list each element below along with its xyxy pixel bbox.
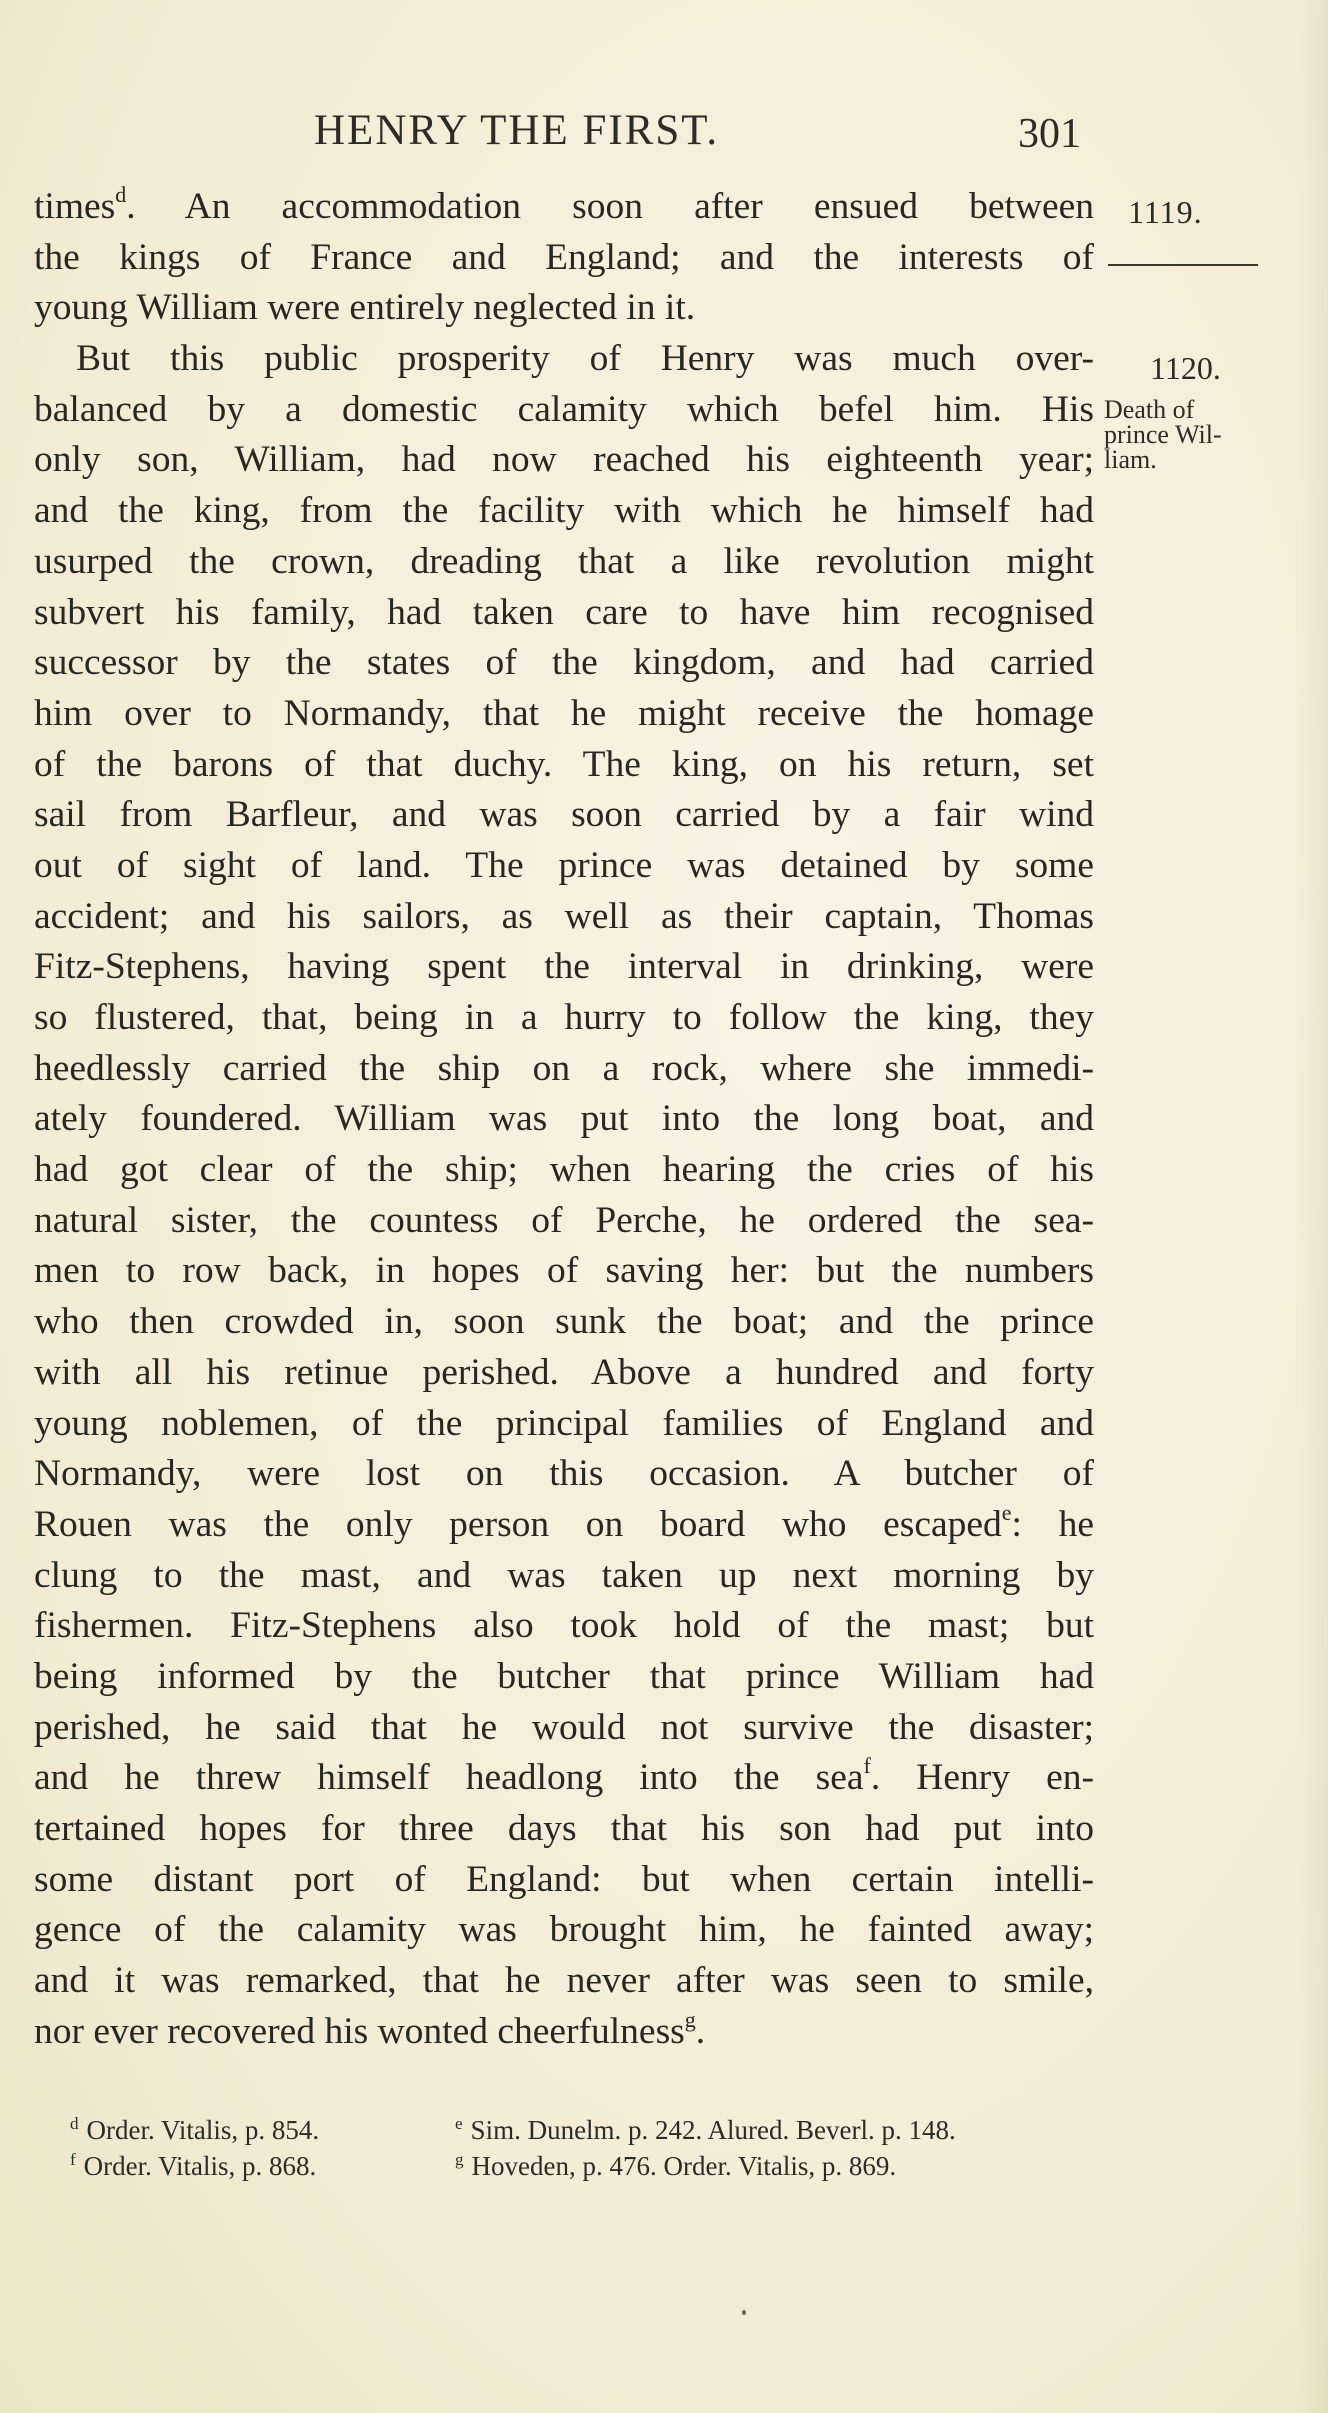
footnote-mark-f: f [70, 2150, 76, 2169]
text-line [34, 1551, 1094, 1602]
text-line-main: But this public prosperity of Henry was much over- [76, 338, 1094, 380]
text-line-main: clung to the mast, and was taken up next morning by [34, 1554, 1094, 1596]
text-line-continuation: : he [1011, 1503, 1094, 1545]
text-line-main: out of sight of land. The prince was detained by some [34, 844, 1094, 886]
footnote-text-f: Order. Vitalis, p. 868. [83, 2151, 317, 2181]
text-line [34, 1399, 1094, 1450]
margin-note-line-1: Death of [1104, 395, 1195, 424]
text-line [34, 689, 1094, 740]
text-line [34, 233, 1094, 284]
page-edge-shadow [1298, 0, 1328, 2413]
text-line-main: gence of the calamity was brought him, he fainted away; [34, 1909, 1094, 1951]
margin-year-1120: 1120. [1150, 350, 1221, 386]
text-line-main: tertained hopes for three days that his son had put into [34, 1808, 1094, 1849]
text-line [34, 1145, 1094, 1196]
text-line-main: heedlessly carried the ship on a rock, where she immedi- [34, 1047, 1094, 1089]
margin-note-line-3: liam. [1104, 445, 1157, 474]
text-line [34, 283, 1094, 334]
text-line-main: Normandy, were lost on this occasion. A butcher of [34, 1453, 1094, 1495]
text-line [34, 1044, 1094, 1095]
text-line-main: sail from Barfleur, and was soon carried by a fair wind [34, 794, 1094, 836]
text-line-main: and it was remarked, that he never after was seen to smile, [34, 1960, 1094, 2002]
text-line [34, 993, 1094, 1044]
text-line-main: some distant port of England: but when certain intelli- [34, 1858, 1094, 1900]
text-line [34, 1348, 1094, 1399]
text-line [34, 1753, 1094, 1804]
text-line [34, 790, 1094, 841]
text-line-main: nor ever recovered his wonted cheerfulness [34, 2010, 685, 2052]
text-line-main: balanced by a domestic calamity which befel him. His [34, 388, 1094, 430]
text-line-main: with all his retinue perished. Above a hundred and forty [34, 1351, 1094, 1393]
text-line-main: young William were entirely neglected in it. [34, 287, 696, 329]
text-line [34, 1196, 1094, 1247]
text-line [34, 486, 1094, 537]
text-line-continuation: . [695, 2010, 706, 2052]
body-text [34, 182, 1094, 2057]
text-line [34, 942, 1094, 993]
footnote-row-2 [70, 2148, 1100, 2184]
text-line-main: usurped the crown, dreading that a like revolution might [34, 540, 1094, 582]
text-line-main: so flustered, that, being in a hurry to follow the king, they [34, 997, 1094, 1038]
text-line [34, 435, 1094, 486]
text-line [34, 1905, 1094, 1956]
footnote-e [455, 2112, 1100, 2148]
text-line [34, 1500, 1094, 1551]
footnote-reference: d [115, 182, 127, 207]
text-line-main: and he threw himself headlong into the sea [34, 1757, 864, 1799]
text-line [34, 537, 1094, 588]
text-line-main: had got clear of the ship; when hearing the cries of his [34, 1149, 1094, 1191]
footnote-reference: g [684, 2006, 696, 2032]
text-line-main: fishermen. Fitz-Stephens also took hold of the mast; but [34, 1605, 1094, 1647]
text-line-main: accident; and his sailors, as well as their captain, Thomas [34, 895, 1094, 937]
text-line-main: natural sister, the countess of Perche, he ordered the sea- [34, 1199, 1094, 1241]
footnote-mark-d: d [70, 2114, 79, 2133]
text-line-main: perished, he said that he would not survive the disaster; [34, 1706, 1094, 1748]
text-line [34, 1601, 1094, 1652]
text-line [34, 1297, 1094, 1348]
text-line [34, 1855, 1094, 1906]
text-line-main: subvert his family, had taken care to have him recognised [34, 591, 1094, 633]
text-line [34, 892, 1094, 943]
text-line [34, 1652, 1094, 1703]
text-line [34, 1804, 1094, 1855]
text-line [34, 182, 1094, 233]
text-line [34, 638, 1094, 689]
margin-rule [1108, 264, 1258, 266]
footnote-g [455, 2148, 1100, 2184]
text-line [34, 385, 1094, 436]
text-line-continuation: . Henry en- [870, 1757, 1094, 1799]
footnote-reference: e [1001, 1499, 1012, 1525]
text-line-main: being informed by the butcher that prince William had [34, 1655, 1094, 1697]
text-line-main: of the barons of that duchy. The king, on his return, set [34, 743, 1094, 785]
footnote-text-e: Sim. Dunelm. p. 242. Alured. Beverl. p. 148. [470, 2115, 956, 2145]
text-line-main: Fitz-Stephens, having spent the interval in drinking, were [34, 946, 1094, 988]
footnote-reference: f [863, 1753, 871, 1779]
running-head-title: HENRY THE FIRST. [314, 107, 720, 154]
text-line [34, 1094, 1094, 1145]
text-line-main: times [34, 186, 116, 227]
text-line-main: who then crowded in, soon sunk the boat; and the prince [34, 1301, 1094, 1343]
text-line-continuation: . An accommodation soon after ensued between [126, 186, 1094, 227]
paper-speck [742, 2310, 746, 2315]
footnote-text-d: Order. Vitalis, p. 854. [86, 2115, 320, 2145]
text-line-main: men to row back, in hopes of saving her: but the numbers [34, 1250, 1094, 1292]
page-number: 301 [1018, 111, 1081, 157]
footnotes [70, 2112, 1100, 2184]
text-line [34, 334, 1094, 385]
footnote-text-g: Hoveden, p. 476. Order. Vitalis, p. 869. [471, 2151, 897, 2181]
text-line [34, 2007, 1094, 2058]
text-line-main: successor by the states of the kingdom, and had carried [34, 642, 1094, 684]
text-line [34, 1246, 1094, 1297]
text-line-main: young noblemen, of the principal families of England and [34, 1402, 1094, 1444]
margin-note-line-2: prince Wil- [1104, 420, 1222, 449]
text-line-main: the kings of France and England; and the interests of [34, 236, 1094, 278]
footnote-d [70, 2112, 455, 2148]
footnote-row-1 [70, 2112, 1100, 2148]
text-line-main: Rouen was the only person on board who escaped [34, 1503, 1002, 1545]
text-line-main: only son, William, had now reached his eighteenth year; [34, 439, 1094, 481]
text-line-main: him over to Normandy, that he might receive the homage [34, 692, 1094, 734]
text-line [34, 588, 1094, 639]
text-line [34, 1956, 1094, 2007]
text-line-main: and the king, from the facility with which he himself had [34, 490, 1094, 532]
text-line-main: ately foundered. William was put into the long boat, and [34, 1098, 1094, 1140]
margin-year-1119: 1119. [1128, 194, 1203, 230]
text-line [34, 1703, 1094, 1754]
footnote-mark-g: g [455, 2150, 464, 2169]
text-line [34, 740, 1094, 791]
footnote-f [70, 2148, 455, 2184]
text-line [34, 1449, 1094, 1500]
text-line [34, 841, 1094, 892]
footnote-mark-e: e [455, 2114, 463, 2133]
